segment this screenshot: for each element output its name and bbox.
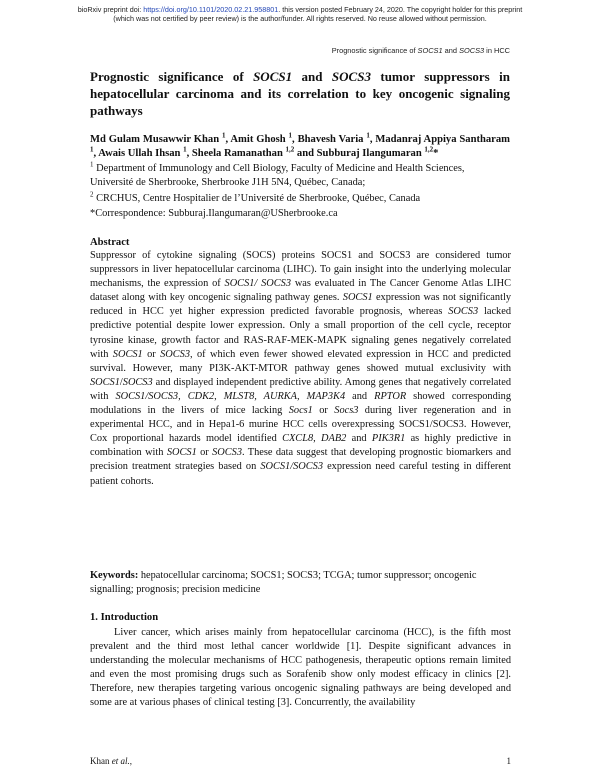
author <box>98 145 192 159</box>
abstract-text: or <box>312 405 335 417</box>
page-number: 1 <box>506 756 511 766</box>
author <box>90 131 231 145</box>
running-head-gene: SOCS3 <box>459 46 485 55</box>
title-gene: SOCS1 <box>253 69 293 84</box>
gene-name: Socs1 <box>288 405 313 417</box>
title-text: Prognostic significance of <box>90 69 254 84</box>
running-head-text: Prognostic significance of <box>331 46 418 55</box>
author <box>191 145 317 159</box>
author-name: Madanraj Appiya Santharam <box>375 134 511 145</box>
affiliation-text: CRCHUS, Centre Hospitalier de l’Université de Sherbrooke, Québec, Canada <box>93 193 421 204</box>
keywords <box>90 569 511 597</box>
gene-name: CXCL8, DAB2 <box>282 433 347 445</box>
running-head <box>332 46 510 55</box>
author-separator: , <box>292 134 298 145</box>
affiliation-2 <box>90 192 510 206</box>
author-separator: and <box>294 148 317 159</box>
gene-name: SOCS3 <box>212 447 243 459</box>
introduction-heading: 1. Introduction <box>90 612 159 623</box>
running-head-text: and <box>442 46 460 55</box>
affiliation-text: Department of Immunology and Cell Biology, Faculty of Medicine and Health Sciences, Université de Sherbrooke, Sherbrooke J1H 5N4, Québec, Canada; <box>90 163 465 188</box>
author-name: Sheela Ramanathan <box>191 148 283 159</box>
affiliation-number: 2 <box>90 190 94 199</box>
gene-name: Socs3 <box>334 405 359 417</box>
abstract-text: and displayed independent predictive ability. Among genes that negatively correlated with <box>90 376 511 402</box>
author-name: Subburaj Ilangumaran <box>316 148 422 159</box>
doi-link[interactable]: https://doi.org/10.1101/2020.02.21.958801 <box>143 5 279 14</box>
gene-name: SOCS1 <box>112 348 143 360</box>
gene-name: SOCS1 <box>342 292 373 304</box>
abstract-text: and <box>345 390 375 402</box>
preprint-notice-line2: (which was not certified by peer review) is the author/funder. All rights reserved. No reuse allowed without permission. <box>113 14 487 23</box>
abstract-text: showed corresponding modulations in the livers of mice lacking <box>90 390 511 417</box>
correspondence: *Correspondence: Subburaj.Ilangumaran@USherbrooke.ca <box>90 208 338 219</box>
author-affiliation: 1 <box>183 145 187 154</box>
abstract-text: Suppressor of cytokine signaling (SOCS) proteins SOCS1 and SOCS3 are considered tumor suppressors in liver hepatocellular carcinoma (LIHC). To gain insight into the underlying molecular mechanisms, the expression of <box>90 250 511 290</box>
abstract-text: and <box>346 433 372 445</box>
gene-name: SOCS1/SOCS3, CDK2, MLST8, AURKA, MAP3K4 <box>115 390 346 402</box>
abstract-text: / <box>119 376 123 388</box>
author-affiliation: 1 <box>366 131 370 140</box>
author-name: Bhavesh Varia <box>297 134 364 145</box>
paper-title <box>90 68 510 119</box>
title-text: tumor suppressors in hepatocellular carcinoma and its correlation to key oncogenic signaling pathways <box>90 69 510 118</box>
author-affiliation: 1 <box>221 131 226 140</box>
author-separator: , <box>93 148 99 159</box>
running-head-text: in HCC <box>484 46 510 55</box>
title-gene: SOCS3 <box>331 69 371 84</box>
abstract-text: or <box>196 447 213 459</box>
abstract-text: during liver regeneration and in experimental HCC, and in Hepa1-6 murine HCC cells overexpressing SOCS1/SOCS3. However, Cox proportional hazards model identified <box>90 405 511 445</box>
gene-name: SOCS1/ SOCS3 <box>224 278 292 290</box>
abstract-text: or <box>142 348 161 360</box>
author-separator: * <box>433 148 439 159</box>
introduction-body: Liver cancer, which arises mainly from hepatocellular carcinoma (HCC), is the fifth most prevalent and the third most lethal cancer worldwide [1]. Despite significant advances in understanding the molecular mechanisms of HCC pathogenesis, therapeutic options remain limited and even the most promising drugs such as Sorafenib show only modest efficacy in clinics [2]. Therefore, new therapies targeting various oncogenic signaling pathways are being developed and some are at various phases of clinical testing [3]. Concurrently, the availability <box>90 627 511 709</box>
author-affiliation: 1 <box>90 145 94 154</box>
abstract-text: expression was not significantly reduced in HCC yet higher expression predicted favorable prognosis, whereas <box>90 292 511 318</box>
abstract-text: as highly predictive in combination with <box>90 433 512 459</box>
gene-name: SOCS1/SOCS3 <box>260 461 323 473</box>
keywords-label: Keywords: <box>90 570 139 581</box>
abstract-text: . These data suggest that developing prognostic biomarkers and precision treatment strategies based on <box>90 447 511 473</box>
author-separator: , <box>225 134 231 145</box>
preprint-prefix: bioRxiv preprint doi: <box>77 5 144 14</box>
abstract-text: lacked predictive potential despite lower expression. Only a small proportion of the cell cycle, receptor tyrosine kinase, growth factor and RAS-RAF-MEK-MAPK signaling genes negatively correlated with <box>90 306 511 360</box>
gene-name: SOCS1 <box>90 376 120 388</box>
author <box>297 131 376 145</box>
gene-name: SOCS3 <box>448 306 479 318</box>
footer-author-name: Khan <box>90 756 112 766</box>
author-affiliation: 1,2 <box>424 145 434 154</box>
abstract-body <box>90 249 511 489</box>
preprint-notice <box>0 5 600 23</box>
author-separator: , <box>369 134 376 145</box>
author-separator: , <box>186 148 192 159</box>
gene-name: SOCS1 <box>166 447 197 459</box>
abstract-text: was evaluated in The Cancer Genome Atlas LIHC dataset along with key oncogenic signaling pathway genes. <box>90 278 512 304</box>
abstract-heading: Abstract <box>90 237 130 248</box>
gene-name: SOCS3 <box>160 348 190 360</box>
preprint-suffix: . this version posted February 24, 2020. The copyright holder for this preprint <box>278 5 523 14</box>
author-list <box>90 133 510 161</box>
abstract-text: , of which even fewer showed elevated expression in HCC and predicted survival. However, many PI3K-AKT-MTOR pathway genes showed mutual exclusivity with <box>90 348 511 374</box>
author-affiliation: 1,2 <box>285 145 295 154</box>
keywords-text: hepatocellular carcinoma; SOCS1; SOCS3; TCGA; tumor suppressor; oncogenic signalling; prognosis; precision medicine <box>90 570 477 596</box>
title-text: and <box>292 69 332 84</box>
gene-name: PIK3R1 <box>371 433 406 445</box>
author-name: Amit Ghosh <box>230 134 286 145</box>
author <box>316 145 439 159</box>
author-name: Awais Ullah Ihsan <box>98 148 181 159</box>
affiliation-number: 1 <box>90 160 94 169</box>
footer-etal: et al. <box>111 756 130 766</box>
author-affiliation: 1 <box>288 131 293 140</box>
affiliation-1 <box>90 162 510 189</box>
abstract-text: expression need careful testing in different patient cohorts. <box>90 461 512 487</box>
author-name: Md Gulam Musawwir Khan <box>90 134 220 145</box>
running-head-gene: SOCS1 <box>417 46 443 55</box>
gene-name: RPTOR <box>374 390 407 402</box>
footer-author <box>90 756 132 766</box>
author <box>230 131 298 145</box>
footer-comma: , <box>129 756 132 766</box>
gene-name: SOCS3 <box>122 376 153 388</box>
preprint-notice-line1 <box>0 5 600 14</box>
